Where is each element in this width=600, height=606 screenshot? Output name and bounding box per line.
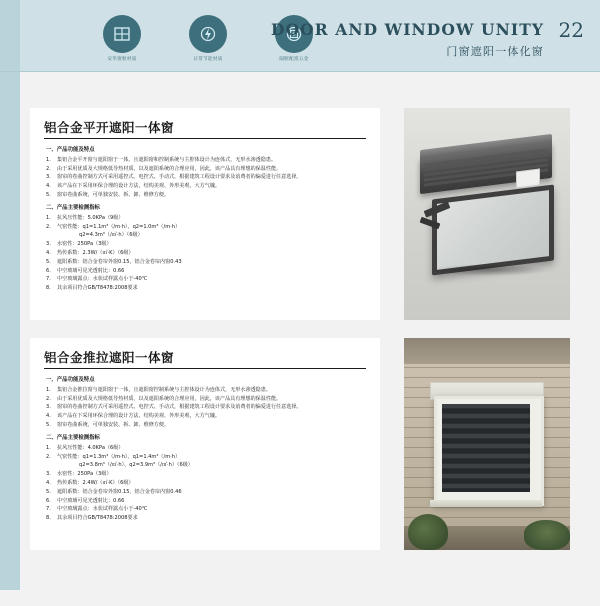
section-head-specs-1: 二、产品主要检测指标 (46, 205, 100, 212)
badge-energy-saving-label: 日常节能材质 (193, 57, 223, 62)
page-footer (0, 590, 600, 606)
product-body-1 (46, 144, 366, 293)
spec-list-2 (46, 444, 366, 522)
exterior-shutter-window-photo (404, 338, 570, 550)
spec-sub-line: q2=3.8m³（/㎡·h）、q2=3.9m³（/㎡·h）（6级） (79, 462, 193, 469)
spec-sub-line: q2=4.3m³（/㎡·h）（6级） (79, 232, 143, 239)
list-item: 1. 抗风压性能：5.0KPa（9级） (46, 215, 124, 222)
awning-window-product-photo (404, 108, 570, 320)
list-item: 2. 由于采用优质及大规格低导热材质，以及遮阳系统的合理应用，因此，该产品具有理想的保温性能。 (46, 165, 282, 172)
list-item: 1. 集铝合金推拉窗与遮阳窗于一体，且遮阳窗控制系统与主腔体设计为连体式，无形水渗透隐患。 (46, 386, 271, 393)
section-head-specs-2: 二、产品主要检测指标 (46, 435, 100, 442)
list-item: 4. 热传系数：2.3W/（㎡·K）（6级） (46, 249, 134, 256)
list-item: 8. 其余项目符合GB/T8478:2008要求 (46, 515, 138, 522)
product-title-2: 铝合金推拉遮阳一体窗 (44, 350, 175, 365)
list-item: 7. 中空玻璃露点：水状试样露点小于-40℃ (46, 276, 148, 283)
rolling-shutter-slats (442, 404, 530, 492)
list-item: 4. 该产品在下采用环保合理的设计方法，结构美观、外形美观，大方气魄。 (46, 183, 221, 190)
window-sash-frame (432, 185, 554, 276)
list-item: 4. 该产品在下采用环保合理的设计方法，结构美观、外形美观，大方气魄。 (46, 413, 221, 420)
page-title-cn: 门窗遮阳一体化窗 (446, 45, 544, 58)
page-title (271, 20, 544, 59)
window-frame-icon (103, 15, 141, 53)
product-title-underline-2 (44, 368, 366, 369)
badge-window-frame (96, 15, 148, 62)
shrub-left (408, 514, 448, 550)
list-item: 2. 气密性能：q1=1.1m³（/m·h）、q2=1.0m³（/m·h） q2=4.3m³（/㎡·h）（6级） (46, 223, 366, 240)
window-sill (430, 500, 542, 507)
list-item: 1. 抗风压性能：4.0KPa（6级） (46, 445, 124, 452)
section-head-features-1: 一、产品功能及特点 (46, 147, 95, 153)
badge-window-frame-label: 安华窗框材质 (107, 57, 137, 62)
product-body-2 (46, 374, 366, 523)
feature-list-2 (46, 386, 366, 430)
product-card-sliding (30, 338, 380, 550)
list-item: 5. 遮阳系数：铝合金卷帘外窗0.15，铝合金卷帘内窗0.46 (46, 488, 182, 495)
product-title-underline-1 (44, 138, 366, 139)
section-head-features-2: 一、产品功能及特点 (46, 377, 95, 383)
product-title-1: 铝合金平开遮阳一体窗 (44, 120, 175, 135)
list-item: 5. 窗帘卷曲系统，可单独安装、拆、卸、维修方便。 (46, 422, 170, 429)
list-item: 2. 由于采用优质及大规格低导热材质，以及遮阳系统的合理应用，因此，该产品具有理想的保温性能。 (46, 395, 282, 402)
header-left-accent (0, 0, 20, 72)
list-item: 2. 气密性能：q1=1.3m³（/m·h）、q1=1.4m³（/m·h） q2=3.8m³（/㎡·h）、q2=3.9m³（/㎡·h）（6级） (46, 453, 366, 470)
left-accent-rail (0, 72, 20, 606)
page-title-en: DOOR AND WINDOW UNITY (271, 20, 544, 39)
list-item: 6. 中空玻璃可见光透射比：0.66 (46, 267, 125, 274)
list-item: 3. 水密性：250Pa（3级） (46, 471, 112, 478)
badge-hardware-label: 隔断配准五金 (279, 57, 309, 62)
list-item: 7. 中空玻璃露点：水状试样露点小于-40℃ (46, 506, 148, 513)
energy-saving-icon (189, 15, 227, 53)
page-number: 22 (558, 18, 584, 42)
list-item: 1. 集铝合金平开窗与遮阳窗于一体，且遮阳窗和控制系统与主腔体设计为连体式，无形水渗透隐患。 (46, 156, 277, 163)
list-item: 3. 窗帘的卷曲控制方式可采用遥控式、电控式、手动式，根据建筑工程设计要求及消费者的偏爱进行任意选择。 (46, 174, 302, 181)
shrub-right (524, 520, 570, 550)
spec-list-1 (46, 214, 366, 292)
list-item: 5. 遮阳系数：铝合金卷帘外窗0.15，铝合金卷帘内窗0.43 (46, 258, 182, 265)
list-item: 8. 其余项目符合GB/T8478:2008要求 (46, 285, 138, 292)
list-item: 3. 窗帘的卷曲控制方式可采用遥控式、电控式、手动式，根据建筑工程设计要求及消费者的偏爱进行任意选择。 (46, 404, 302, 411)
feature-list-1 (46, 156, 366, 200)
control-module (516, 169, 540, 189)
product-card-awning (30, 108, 380, 320)
badge-energy-saving (182, 15, 234, 62)
list-item: 5. 窗帘卷曲系统，可单独安装、拆、卸、维修方便。 (46, 192, 170, 199)
roof-eave (404, 338, 570, 364)
list-item: 3. 水密性：250Pa（3级） (46, 241, 112, 248)
header-divider (0, 71, 600, 72)
list-item: 4. 热传系数：2.4W/（㎡·K）（6级） (46, 479, 134, 486)
list-item: 6. 中空玻璃可见光透射比：0.66 (46, 497, 125, 504)
drop-shadow (428, 264, 548, 276)
page-header (0, 0, 600, 72)
